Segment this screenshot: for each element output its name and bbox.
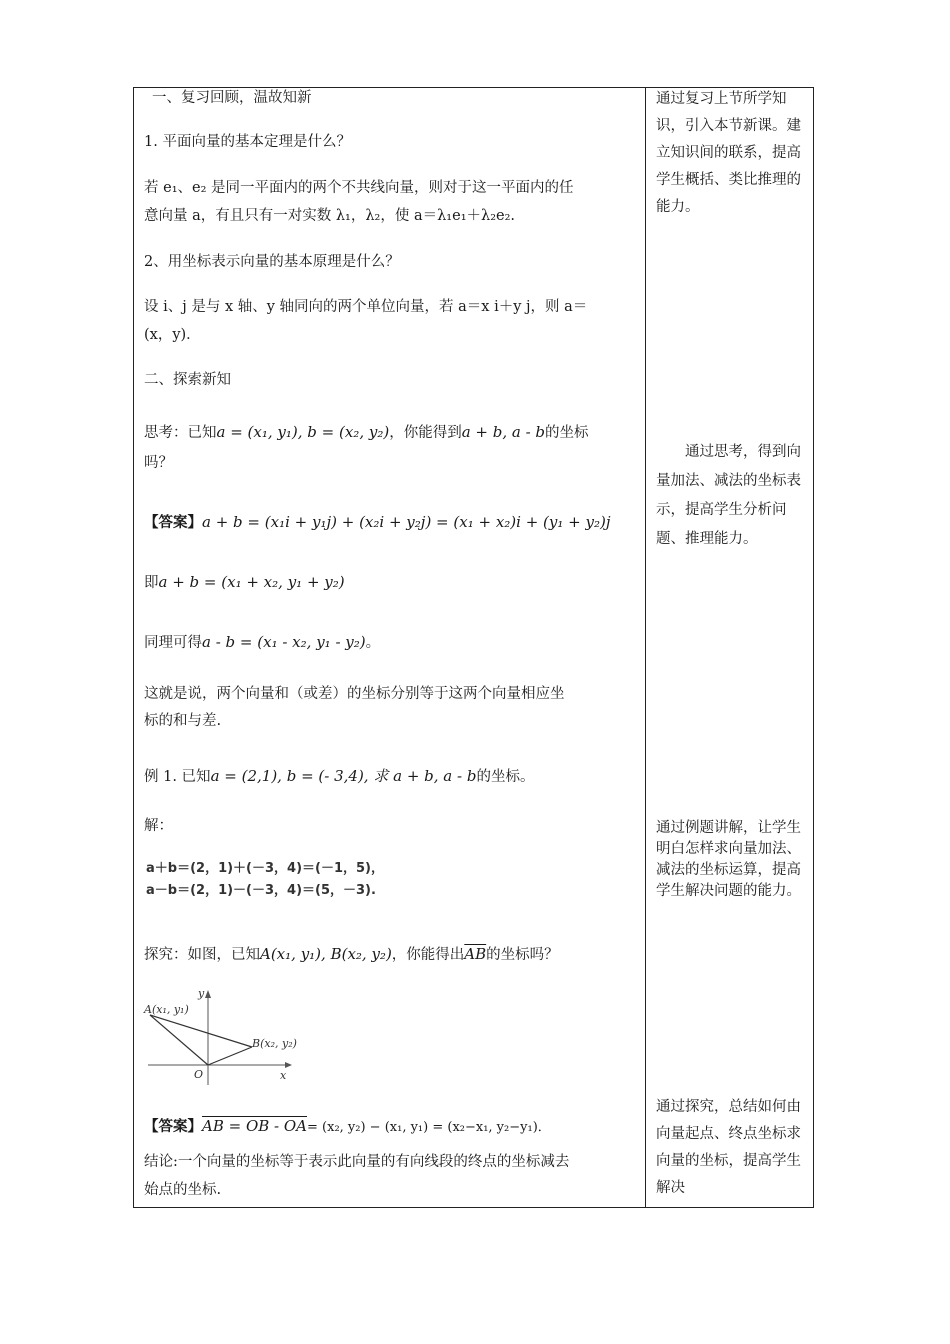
question-2: 2、用坐标表示向量的基本原理是什么？ <box>144 254 400 270</box>
think-target-formula: a + b, a - b <box>461 423 546 441</box>
segment-OB <box>208 1047 252 1065</box>
explore-row <box>144 944 559 965</box>
conclusion-1-line2: 标的和与差. <box>144 713 222 729</box>
answer-label: 【答案】 <box>144 514 202 531</box>
answer-1-row <box>144 512 611 533</box>
section2-title: 二、探索新知 <box>144 372 231 388</box>
tongli-formula: a - b = (x₁ - x₂, y₁ - y₂) <box>202 633 366 651</box>
answer-2-formula: AB = OB - OA <box>202 1117 308 1135</box>
note-example: 通过例题讲解，让学生明白怎样求向量加法、减法的坐标运算，提高学生解决问题的能力。 <box>656 820 801 899</box>
answer-2-line2: (x，y)． <box>144 327 201 343</box>
example-1-prefix: 例 1. 已知 <box>144 769 211 785</box>
answer-2-line1: 设 i、j 是与 x 轴、y 轴同向的两个单位向量，若 a＝x i＋y j，则 a＝ <box>144 299 588 315</box>
label-y: y <box>198 987 205 1000</box>
coordinate-figure <box>140 985 310 1085</box>
conclusion-2-line1: 结论:一个向量的坐标等于表示此向量的有向线段的终点的坐标减去 <box>144 1154 570 1170</box>
explore-vector: $\overline{AB}$ <box>464 945 487 963</box>
think-line2: 吗？ <box>144 455 173 471</box>
explore-suffix: 的坐标吗？ <box>486 947 559 963</box>
example-1-formula: a = (2,1), b = (- 3,4), 求 a + b, a - b <box>210 767 477 785</box>
note-review: 通过复习上节所学知识，引入本节新课。建立知识间的联系，提高学生概括、类比推理的能力。 <box>656 91 801 215</box>
think-prefix: 思考：已知 <box>144 425 217 441</box>
ji-row <box>144 572 345 593</box>
solution-line2: a－b＝(2，1)－(－3，4)＝(5，－3). <box>146 883 376 898</box>
note-think: 通过思考，得到向量加法、减法的坐标表示，提高学生分析问题、推理能力。 <box>656 444 801 547</box>
tongli-prefix: 同理可得 <box>144 635 202 651</box>
conclusion-2-line2: 始点的坐标. <box>144 1182 222 1198</box>
x-axis-arrow <box>285 1062 292 1068</box>
answer-1-line2: 意向量 a，有且只有一对实数 λ₁，λ₂，使 a＝λ₁e₁＋λ₂e₂. <box>144 208 516 224</box>
think-given-formula: a = (x₁, y₁), b = (x₂, y₂) <box>216 423 390 441</box>
tongli-row <box>144 632 380 653</box>
tongli-suffix: 。 <box>365 635 381 651</box>
example-1-suffix: 的坐标。 <box>476 769 535 785</box>
explore-mid: ，你能得出 <box>391 947 465 963</box>
explore-prefix: 探究：如图，已知 <box>144 947 260 963</box>
answer-2-rest: = (x₂, y₂) − (x₁, y₁) = (x₂−x₁, y₂−y₁)． <box>307 1120 551 1135</box>
think-mid: ，你能得到 <box>389 425 462 441</box>
solution-line1: a＋b＝(2，1)＋(－3，4)＝(－1，5)， <box>146 861 384 876</box>
section1-title: 一、复习回顾，温故知新 <box>152 90 312 106</box>
answer-2-row <box>144 1116 551 1138</box>
label-O: O <box>194 1068 204 1081</box>
answer-1-line1: 若 e₁、e₂ 是同一平面内的两个不共线向量，则对于这一平面内的任 <box>144 180 574 196</box>
label-A: A(x₁, y₁) <box>144 1003 189 1016</box>
think-suffix: 的坐标 <box>545 425 589 441</box>
solution-label: 解： <box>144 818 173 834</box>
solution-block <box>146 858 384 902</box>
example-1-row <box>144 766 534 787</box>
note-explore: 通过探究，总结如何由向量起点、终点坐标求向量的坐标，提高学生解决 <box>656 1099 801 1196</box>
segment-OA <box>150 1015 208 1065</box>
think-line1 <box>144 422 589 443</box>
conclusion-1-line1: 这就是说，两个向量和（或差）的坐标分别等于这两个向量相应坐 <box>144 686 565 702</box>
label-x: x <box>280 1069 287 1082</box>
answer-2-label: 【答案】 <box>144 1118 202 1135</box>
question-1: 1. 平面向量的基本定理是什么？ <box>144 134 351 150</box>
segment-AB <box>150 1015 252 1047</box>
label-B: B(x₂, y₂) <box>252 1037 297 1050</box>
column-divider <box>645 87 646 1208</box>
ji-formula: a + b = (x₁ + x₂, y₁ + y₂) <box>158 573 345 591</box>
y-axis-arrow <box>205 990 211 998</box>
answer-1-formula: a + b = (x₁i + y₁j) + (x₂i + y₂j) = (x₁ + x₂)i + (y₁ + y₂)j <box>202 513 611 531</box>
ji-prefix: 即 <box>144 575 159 591</box>
explore-formula: A(x₁, y₁), B(x₂, y₂) <box>260 945 392 963</box>
